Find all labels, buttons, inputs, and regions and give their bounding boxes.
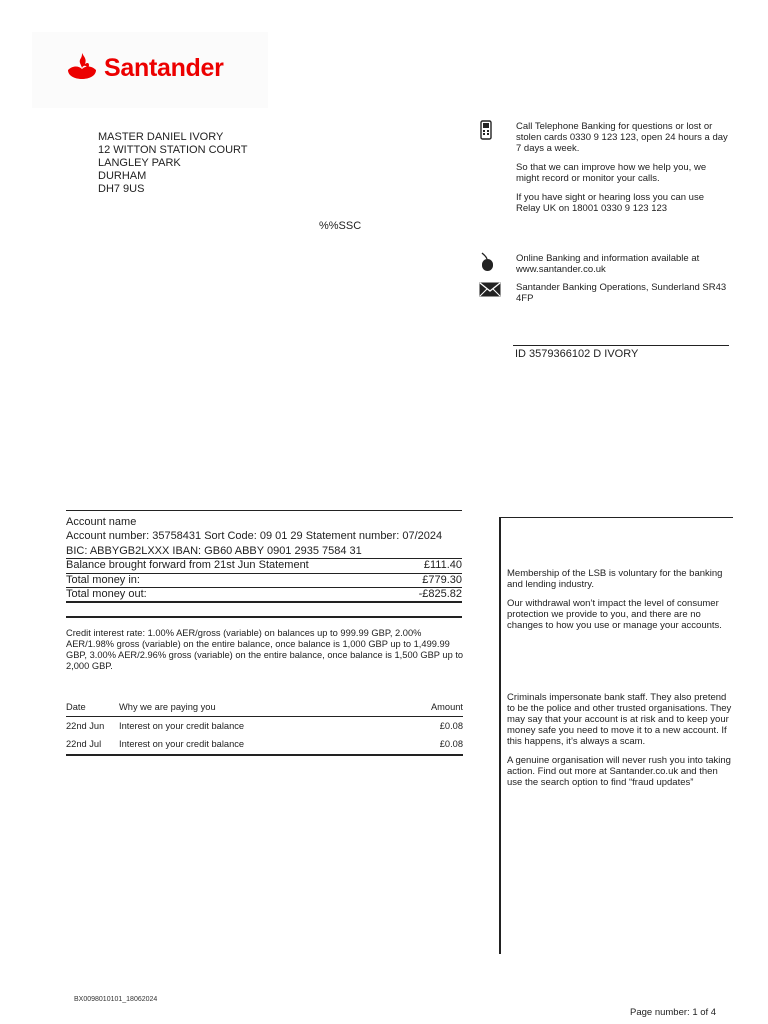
account-top-rule [66,510,462,511]
table-row [66,717,463,735]
bic-iban-line: BIC: ABBYGB2LXXX IBAN: GB60 ABBY 0901 2935 7584 31 [66,545,362,557]
money-out-value: -£825.82 [418,588,462,600]
account-number-line: Account number: 35758431 Sort Code: 09 01 29 Statement number: 07/2024 [66,530,443,542]
row-amount: £0.08 [439,739,463,749]
phone-icon [479,120,493,145]
call-recording-text: So that we can improve how we help you, we might record or monitor your calls. [516,162,707,184]
row-date: 22nd Jun [66,721,105,731]
telephone-banking-text: Call Telephone Banking for questions or lost or stolen cards 0330 9 123 123, open 24 hours a day 7 days a week. [516,121,728,154]
page-number: Page number: 1 of 4 [630,1007,717,1018]
payments-table [66,698,463,756]
interest-rate-note: Credit interest rate: 1.00% AER/gross (variable) on balances up to 999.99 GBP, 2.00% AER/1.98% gross (variable) on the entire balance, once balance is 1,000 GBP up to 1,499.99 GBP, 3.00% AER/2.96% gross (variable) on the entire balance, once balance is 1,500 GBP up to 2,000 GBP. [66,628,464,671]
brand-logo [66,52,224,85]
summary-bottom-rule [66,601,462,603]
table-row [66,735,463,753]
header-amount: Amount [430,702,463,712]
postal-address-text: Santander Banking Operations, Sunderland SR43 4FP [516,282,727,304]
row-date: 22nd Jul [66,739,102,749]
panel-border-top [500,517,733,518]
brand-name: Santander [104,54,224,82]
lsb-paragraph-2: Our withdrawal won’t impact the level of consumer protection we provide to you, and there are no changes to how you use or manage your accounts. [507,598,722,631]
interest-top-rule [66,616,462,618]
id-divider [513,345,729,346]
balance-label: Balance brought forward from 21st Jun Statement [66,559,309,571]
recipient-address [98,131,248,196]
balance-row [66,559,462,571]
account-name-label: Account name [66,516,137,528]
recipient-name: MASTER DANIEL IVORY [98,131,224,143]
row-description: Interest on your credit balance [119,721,245,731]
envelope-icon [479,282,501,302]
telephone-info [516,121,728,222]
relay-uk-text: If you have sight or hearing loss you can use Relay UK on 18001 0330 9 123 123 [516,192,705,214]
mouse-icon [479,252,495,277]
balance-value: £111.40 [423,559,462,571]
money-in-label: Total money in: [66,574,140,586]
ssc-code: %%SSC [319,220,362,232]
header-date: Date [66,702,86,712]
money-in-value: £779.30 [422,574,462,586]
address-line-3: DURHAM [98,170,147,182]
fraud-notice [507,692,732,796]
table-bottom-rule [66,754,463,756]
address-postcode: DH7 9US [98,183,145,195]
fraud-paragraph-1: Criminals impersonate bank staff. They also pretend to be the police and other trusted organisations. They may say that your account is at risk and to keep your money safe you need to move it to a new account. If this happens, it’s always a scam. [507,692,732,747]
panel-border-left [499,517,501,954]
flame-logo-icon [66,52,98,85]
table-header-row [66,698,463,716]
address-line-1: 12 WITTON STATION COURT [98,144,248,156]
fraud-paragraph-2: A genuine organisation will never rush you into taking action. Find out more at Santander.co.uk and then use the search option to find “fraud updates” [507,755,731,788]
row-amount: £0.08 [439,721,463,731]
lsb-paragraph-1: Membership of the LSB is voluntary for the banking and lending industry. [507,568,723,590]
money-out-label: Total money out: [66,588,147,600]
money-out-row [66,588,462,600]
lsb-notice [507,568,732,639]
address-line-2: LANGLEY PARK [98,157,181,169]
online-banking-text: Online Banking and information available at www.santander.co.uk [516,253,700,275]
money-in-row [66,574,462,586]
row-description: Interest on your credit balance [119,739,245,749]
header-why: Why we are paying you [119,702,216,712]
document-code: BX0098010101_18062024 [74,996,158,1003]
customer-id: ID 3579366102 D IVORY [515,348,639,360]
